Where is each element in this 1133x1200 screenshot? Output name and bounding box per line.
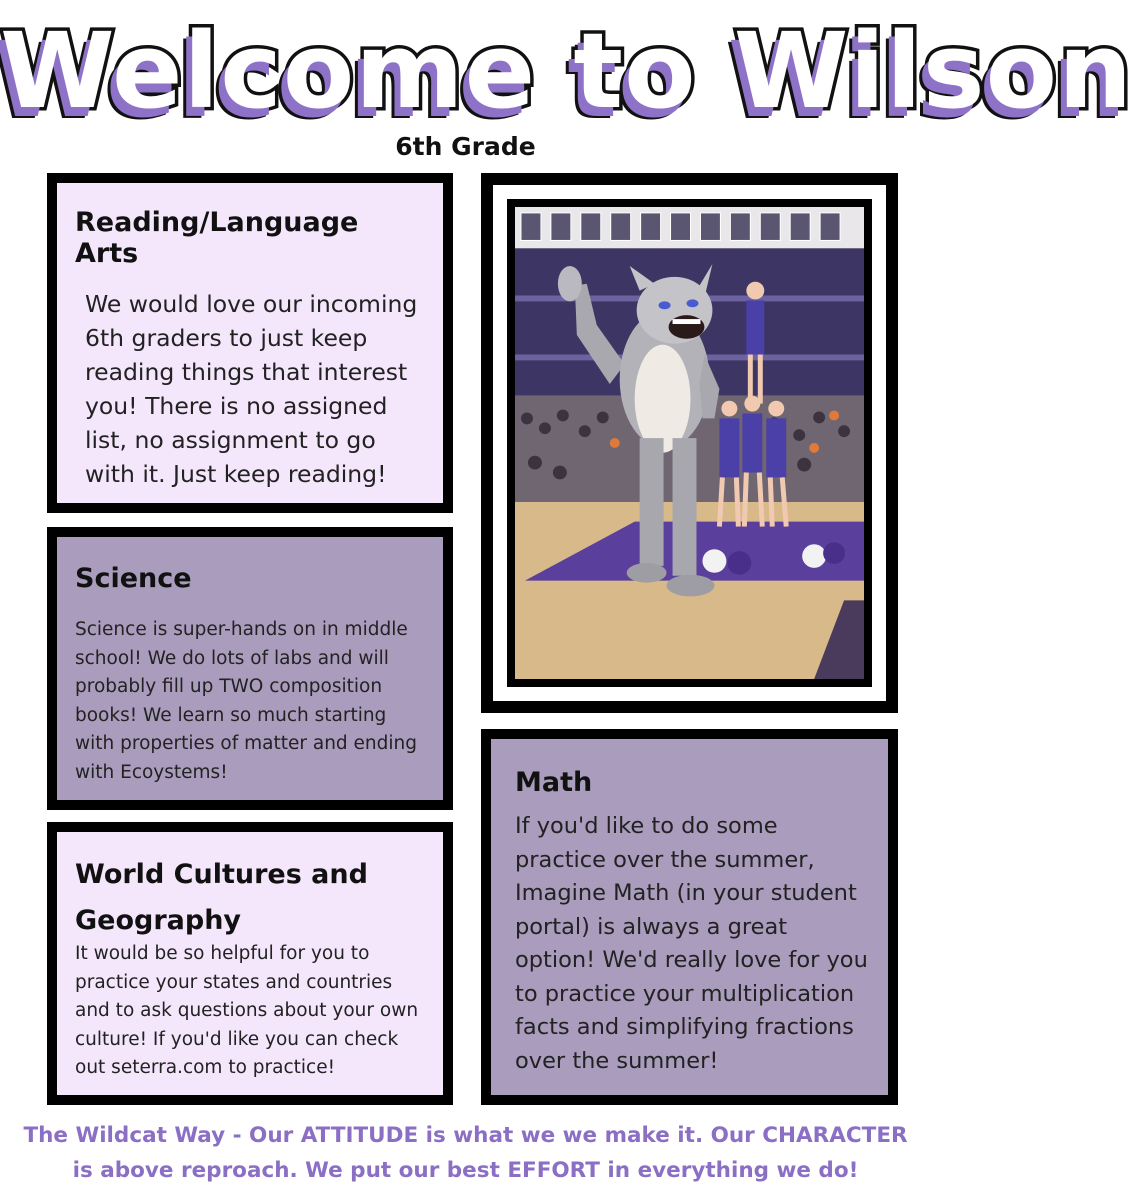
world-cultures-heading: World Cultures and Geography [75, 859, 368, 936]
mascot-photo-frame [481, 173, 898, 713]
science-body: Science is super-hands on in middle school! We do lots of labs and will probably fill up TWO composition books! We learn so much starting with properties of matter and ending with Ecoystems! [75, 619, 418, 783]
page-subtitle: 6th Grade [395, 132, 536, 161]
math-heading: Math [515, 767, 593, 798]
reading-card [47, 173, 453, 513]
reading-body: We would love our incoming 6th graders to just keep reading things that interest you! There is no assigned list, no assignment to go with it. Just keep reading! [85, 290, 418, 488]
page-title: Welcome to Wilson [0, 10, 1133, 132]
motto-line-2: is above reproach. We put our best EFFORT in everything we do! [72, 1158, 859, 1183]
world-cultures-card [47, 822, 453, 1105]
math-card [481, 729, 898, 1105]
science-card [47, 527, 453, 810]
science-heading: Science [75, 563, 192, 594]
world-cultures-body: It would be so helpful for you to practice your states and countries and to ask questions about your own culture! If you'd like you can check out seterra.com to practice! [75, 943, 419, 1078]
wildcat-mascot-photo-icon [515, 207, 864, 679]
motto-line-1: The Wildcat Way - Our ATTITUDE is what we we make it. Our CHARACTER [23, 1123, 908, 1148]
math-body: If you'd like to do some practice over the summer, Imagine Math (in your student portal) is always a great option! We'd really love for you to practice your multiplication facts and simplifying fractions over the summer! [515, 813, 868, 1074]
wildcat-way-motto [0, 1118, 931, 1188]
reading-heading: Reading/Language Arts [75, 207, 359, 269]
mascot-photo [507, 199, 872, 687]
